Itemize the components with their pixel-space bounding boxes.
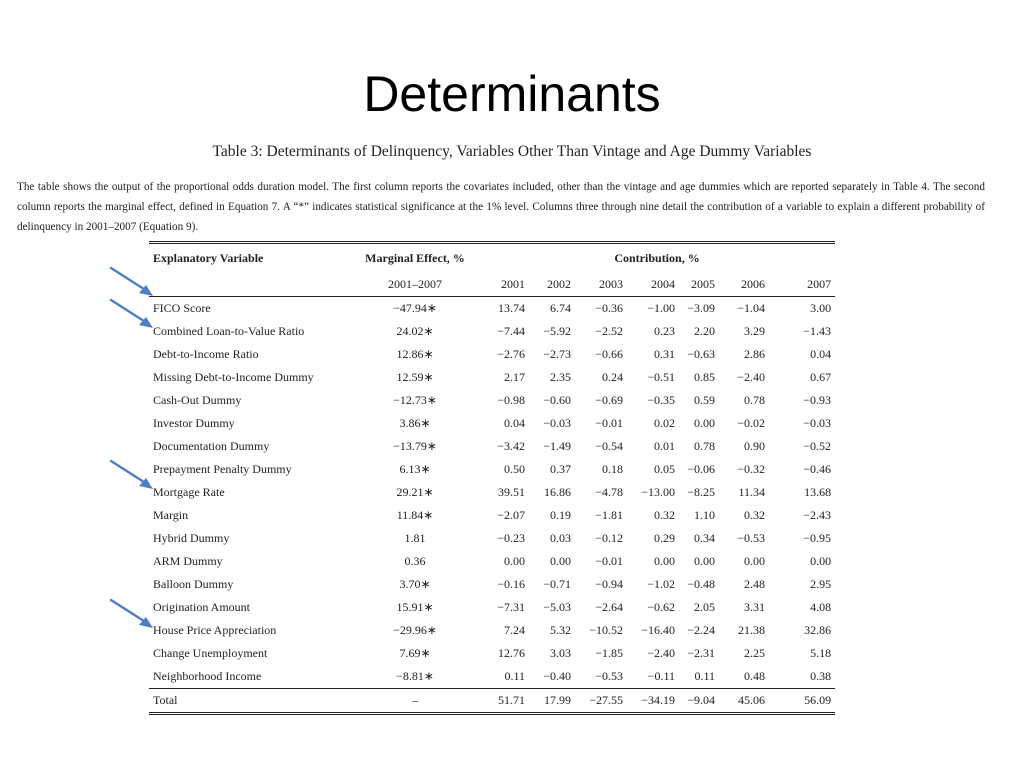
contribution-cell: 11.34	[738, 485, 765, 499]
contribution-cell: 0.05	[654, 462, 675, 476]
contribution-cell: 56.09	[804, 693, 832, 707]
contribution-cell: −1.00	[647, 301, 675, 315]
slide-title: Determinants	[363, 66, 661, 122]
table-row	[149, 504, 835, 527]
contribution-cell: −0.98	[497, 393, 525, 407]
contribution-cell: −1.81	[595, 508, 623, 522]
variable-name-cell: Balloon Dummy	[153, 577, 234, 591]
contribution-cell: −27.55	[589, 693, 623, 707]
contribution-cell: 0.90	[744, 439, 765, 453]
contribution-cell: 0.32	[654, 508, 675, 522]
contribution-cell: 0.04	[810, 347, 832, 361]
contribution-cell: −3.09	[687, 301, 715, 315]
contribution-cell: −0.02	[737, 416, 765, 430]
variable-name-cell: Missing Debt-to-Income Dummy	[153, 370, 314, 384]
contribution-cell: 0.03	[550, 531, 571, 545]
contribution-cell: 0.18	[602, 462, 623, 476]
contribution-cell: −0.36	[595, 301, 623, 315]
column-header-marginal: Marginal Effect, %	[365, 251, 465, 265]
contribution-cell: 0.31	[654, 347, 675, 361]
contribution-cell: 4.08	[810, 600, 832, 614]
contribution-cell: 0.24	[602, 370, 623, 384]
contribution-cell: −1.02	[647, 577, 675, 591]
contribution-cell: 0.00	[810, 554, 832, 568]
table-row	[149, 458, 835, 481]
contribution-cell: 0.00	[654, 554, 675, 568]
contribution-cell: −0.69	[595, 393, 623, 407]
subheader-year: 2002	[547, 277, 571, 291]
contribution-cell: −2.24	[687, 623, 715, 637]
contribution-cell: −34.19	[641, 693, 675, 707]
contribution-cell: 0.04	[504, 416, 525, 430]
table-row	[149, 366, 835, 389]
table-row	[149, 435, 835, 458]
subheader-year: 2005	[691, 277, 715, 291]
contribution-cell: −2.76	[497, 347, 525, 361]
subheader-period: 2001–2007	[388, 277, 442, 291]
contribution-cell: 39.51	[498, 485, 525, 499]
contribution-cell: −0.51	[647, 370, 675, 384]
contribution-cell: −5.92	[543, 324, 571, 338]
contribution-cell: −0.40	[543, 669, 571, 683]
contribution-cell: −0.63	[687, 347, 715, 361]
marginal-effect-cell: 11.84∗	[396, 508, 434, 522]
contribution-cell: 0.00	[744, 554, 765, 568]
contribution-cell: −16.40	[641, 623, 675, 637]
contribution-cell: −2.64	[595, 600, 623, 614]
contribution-cell: −0.66	[595, 347, 623, 361]
contribution-cell: 0.11	[694, 669, 715, 683]
table-row	[149, 665, 835, 689]
contribution-cell: 0.00	[694, 554, 715, 568]
marginal-effect-cell: −8.81∗	[396, 669, 434, 683]
marginal-effect-cell: 0.36	[404, 554, 426, 568]
contribution-cell: 0.23	[654, 324, 675, 338]
marginal-effect-cell: 3.86∗	[399, 416, 431, 430]
variable-name-cell: Hybrid Dummy	[153, 531, 230, 545]
contribution-cell: −2.43	[803, 508, 832, 522]
table-row	[149, 642, 835, 665]
contribution-cell: 1.10	[694, 508, 715, 522]
table-row	[149, 481, 835, 504]
contribution-cell: 0.85	[694, 370, 715, 384]
contribution-cell: −2.07	[497, 508, 525, 522]
contribution-cell: 13.68	[804, 485, 832, 499]
variable-name-cell: Cash-Out Dummy	[153, 393, 242, 407]
contribution-cell: −0.01	[595, 554, 623, 568]
table-row	[149, 596, 835, 619]
variable-name-cell: Margin	[153, 508, 189, 522]
marginal-effect-cell: 29.21∗	[396, 485, 434, 499]
marginal-effect-cell: 7.69∗	[399, 646, 431, 660]
contribution-cell: 3.31	[744, 600, 765, 614]
column-header-variable: Explanatory Variable	[153, 251, 264, 265]
variable-name-cell: Change Unemployment	[153, 646, 268, 660]
contribution-cell: 0.19	[550, 508, 571, 522]
variable-name-cell: Neighborhood Income	[153, 669, 262, 683]
contribution-cell: 0.01	[654, 439, 675, 453]
contribution-cell: −1.43	[803, 324, 832, 338]
arrow-icon	[109, 598, 155, 630]
contribution-cell: −1.85	[595, 646, 623, 660]
contribution-cell: −7.44	[497, 324, 525, 338]
table-caption: Table 3: Determinants of Delinquency, Variables Other Than Vintage and Age Dummy Variables	[212, 143, 812, 160]
contribution-cell: 3.29	[744, 324, 765, 338]
contribution-cell: 16.86	[544, 485, 571, 499]
contribution-cell: −0.54	[595, 439, 623, 453]
contribution-cell: −0.03	[803, 416, 832, 430]
subheader-year: 2006	[741, 277, 765, 291]
contribution-cell: −13.00	[641, 485, 675, 499]
contribution-cell: 17.99	[544, 693, 571, 707]
contribution-cell: 0.11	[504, 669, 525, 683]
subheader-year: 2004	[651, 277, 675, 291]
contribution-cell: 2.48	[744, 577, 765, 591]
subheader-year: 2007	[807, 277, 832, 291]
subheader-year: 2001	[501, 277, 525, 291]
contribution-cell: −5.03	[543, 600, 571, 614]
table-header-row	[149, 243, 835, 273]
contribution-cell: 45.06	[738, 693, 765, 707]
table-subheader-row	[149, 272, 835, 297]
arrow-icon	[109, 459, 155, 491]
table-row	[149, 297, 835, 321]
contribution-cell: −1.04	[737, 301, 765, 315]
contribution-cell: −0.16	[497, 577, 525, 591]
contribution-cell: −0.46	[803, 462, 832, 476]
arrow-icon	[109, 266, 155, 298]
contribution-cell: −4.78	[595, 485, 623, 499]
variable-name-cell: Combined Loan-to-Value Ratio	[153, 324, 305, 338]
contribution-cell: 2.86	[744, 347, 765, 361]
variable-name-cell: FICO Score	[153, 301, 211, 315]
contribution-cell: −0.11	[647, 669, 675, 683]
contribution-cell: 0.50	[504, 462, 525, 476]
contribution-cell: −8.25	[687, 485, 715, 499]
contribution-cell: −2.73	[543, 347, 571, 361]
table-container	[149, 241, 835, 715]
variable-name-cell: Debt-to-Income Ratio	[153, 347, 259, 361]
contribution-cell: 0.78	[694, 439, 715, 453]
table-row	[149, 343, 835, 366]
contribution-cell: −0.23	[497, 531, 525, 545]
variable-name-cell: House Price Appreciation	[153, 623, 277, 637]
table-row	[149, 550, 835, 573]
table-row	[149, 619, 835, 642]
variable-name-cell: ARM Dummy	[153, 554, 223, 568]
arrow-icon	[109, 298, 155, 330]
contribution-cell: −0.60	[543, 393, 571, 407]
table-description: The table shows the output of the proportional odds duration model. The first column reports the covariates included, other than the vintage and age dummies which are reported separately in Table 4. The second column reports the marginal effect, defined in Equation 7. A “*” indicates statistical significance at the 1% level. Columns three through nine detail the contribution of a variable to explain a different probability of delinquency in 2001–2007 (Equation 9).	[17, 181, 985, 233]
marginal-effect-cell: −13.79∗	[393, 439, 437, 453]
contribution-cell: 0.02	[654, 416, 675, 430]
marginal-effect-cell: 12.59∗	[396, 370, 434, 384]
subheader-blank	[149, 272, 351, 297]
contribution-cell: −3.42	[497, 439, 525, 453]
contribution-cell: 0.59	[694, 393, 715, 407]
contribution-cell: −2.40	[737, 370, 765, 384]
contribution-cell: −0.53	[595, 669, 623, 683]
contribution-cell: 0.78	[744, 393, 765, 407]
contribution-cell: −0.03	[543, 416, 571, 430]
contribution-cell: −2.40	[647, 646, 675, 660]
variable-name-cell: Documentation Dummy	[153, 439, 270, 453]
contribution-cell: 0.00	[694, 416, 715, 430]
variable-name-cell: Prepayment Penalty Dummy	[153, 462, 292, 476]
table-row	[149, 412, 835, 435]
variable-name-cell: Mortgage Rate	[153, 485, 225, 499]
variable-name-cell: Investor Dummy	[153, 416, 235, 430]
marginal-effect-cell: 3.70∗	[399, 577, 431, 591]
contribution-cell: −0.53	[737, 531, 765, 545]
contribution-cell: −0.94	[595, 577, 623, 591]
marginal-effect-cell: 1.81	[404, 531, 426, 545]
contribution-cell: 13.74	[498, 301, 525, 315]
marginal-effect-cell: –	[412, 693, 418, 707]
table-body	[149, 297, 835, 714]
contribution-cell: 0.32	[744, 508, 765, 522]
contribution-cell: 0.29	[654, 531, 675, 545]
marginal-effect-cell: −29.96∗	[393, 623, 437, 637]
contribution-cell: 32.86	[804, 623, 832, 637]
contribution-cell: 2.35	[550, 370, 571, 384]
contribution-cell: 21.38	[738, 623, 765, 637]
contribution-cell: −0.35	[647, 393, 675, 407]
contribution-cell: −0.62	[647, 600, 675, 614]
contribution-cell: −0.06	[687, 462, 715, 476]
contribution-cell: −0.71	[543, 577, 571, 591]
table-total-row	[149, 689, 835, 714]
table-row	[149, 573, 835, 596]
contribution-cell: −2.52	[595, 324, 623, 338]
contribution-cell: 2.17	[504, 370, 525, 384]
contribution-cell: 2.05	[694, 600, 715, 614]
table-row	[149, 389, 835, 412]
contribution-cell: −0.93	[803, 393, 832, 407]
table-row	[149, 527, 835, 550]
contribution-cell: −1.49	[543, 439, 571, 453]
marginal-effect-cell: −47.94∗	[393, 301, 437, 315]
contribution-cell: −0.32	[737, 462, 765, 476]
contribution-cell: −7.31	[497, 600, 525, 614]
contribution-cell: 0.38	[810, 669, 832, 683]
marginal-effect-cell: 15.91∗	[396, 600, 434, 614]
marginal-effect-cell: 6.13∗	[399, 462, 431, 476]
subheader-year: 2003	[599, 277, 623, 291]
table-row	[149, 320, 835, 343]
contribution-cell: 0.37	[550, 462, 571, 476]
contribution-cell: −0.12	[595, 531, 623, 545]
marginal-effect-cell: 12.86∗	[396, 347, 434, 361]
determinants-table	[149, 241, 835, 715]
contribution-cell: −2.31	[687, 646, 715, 660]
variable-name-cell: Origination Amount	[153, 600, 250, 614]
contribution-cell: 0.48	[744, 669, 765, 683]
marginal-effect-cell: −12.73∗	[393, 393, 437, 407]
contribution-cell: 3.00	[810, 301, 832, 315]
contribution-cell: −0.95	[803, 531, 832, 545]
contribution-cell: 51.71	[498, 693, 525, 707]
contribution-cell: −0.01	[595, 416, 623, 430]
contribution-cell: 2.25	[744, 646, 765, 660]
contribution-cell: 0.67	[810, 370, 832, 384]
contribution-cell: −10.52	[589, 623, 623, 637]
contribution-cell: 0.00	[504, 554, 525, 568]
marginal-effect-cell: 24.02∗	[396, 324, 434, 338]
contribution-cell: 5.32	[550, 623, 571, 637]
contribution-cell: 12.76	[498, 646, 525, 660]
contribution-cell: 0.00	[550, 554, 571, 568]
contribution-cell: 2.20	[694, 324, 715, 338]
contribution-cell: 7.24	[504, 623, 525, 637]
column-header-contribution: Contribution, %	[614, 251, 700, 265]
contribution-cell: 2.95	[810, 577, 832, 591]
contribution-cell: −0.52	[803, 439, 832, 453]
variable-name-cell: Total	[153, 693, 178, 707]
contribution-cell: 3.03	[550, 646, 571, 660]
contribution-cell: −9.04	[687, 693, 715, 707]
contribution-cell: 0.34	[694, 531, 715, 545]
contribution-cell: −0.48	[687, 577, 715, 591]
contribution-cell: 5.18	[810, 646, 832, 660]
contribution-cell: 6.74	[550, 301, 571, 315]
